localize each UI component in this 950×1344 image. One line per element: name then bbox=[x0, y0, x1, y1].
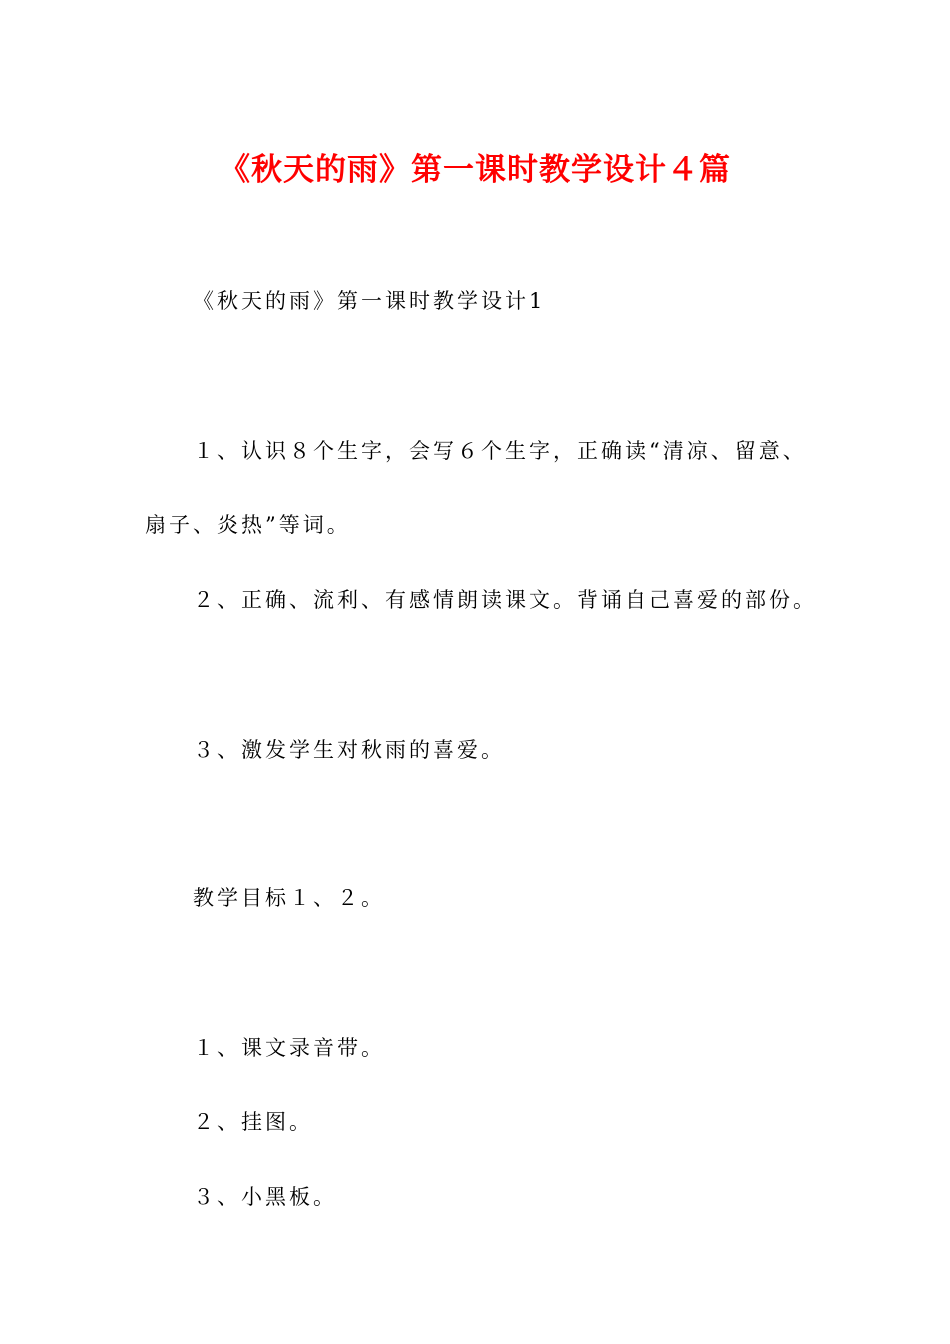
section-heading: 《秋天的雨》第一课时教学设计1 bbox=[193, 289, 546, 313]
paragraph-line: 扇子、炎热”等词。 bbox=[145, 513, 351, 537]
list-item: ２、挂图。 bbox=[193, 1110, 313, 1134]
document-title: 《秋天的雨》第一课时教学设计４篇 bbox=[219, 152, 731, 188]
paragraph-line: ３、激发学生对秋雨的喜爱。 bbox=[193, 738, 505, 762]
list-item: １、课文录音带。 bbox=[193, 1036, 385, 1060]
paragraph-line: 教学目标１、２。 bbox=[193, 886, 385, 910]
paragraph-line: ２、正确、流利、有感情朗读课文。背诵自己喜爱的部份。 bbox=[193, 588, 817, 612]
list-item: ３、小黑板。 bbox=[193, 1185, 337, 1209]
paragraph-line: １、认识８个生字，会写６个生字，正确读“清凉、留意、 bbox=[193, 439, 807, 463]
